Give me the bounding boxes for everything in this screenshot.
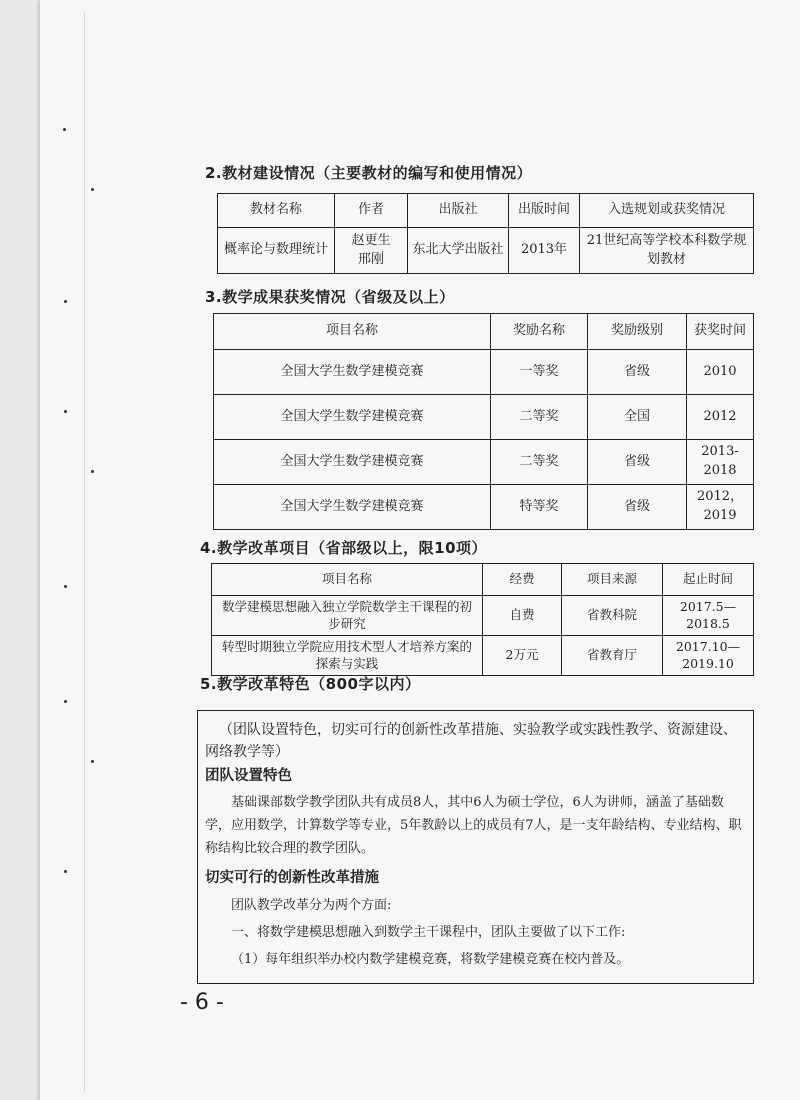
cell: 省教科院	[562, 596, 663, 636]
cell: 2012，2019	[687, 485, 754, 530]
table-row	[214, 350, 754, 395]
header-cell: 作者	[335, 194, 408, 228]
cell: 2017.10— 2019.10	[663, 636, 754, 676]
cell: 概率论与数理统计	[218, 228, 335, 274]
table-header-row	[212, 564, 754, 596]
punch-dot	[63, 128, 66, 131]
page-number: - 6 -	[180, 990, 224, 1015]
punch-dot	[64, 870, 67, 873]
measures-line: 一、将数学建模思想融入到数学主干课程中，团队主要做了以下工作:	[231, 925, 626, 940]
cell: 二等奖	[491, 440, 588, 485]
table-header-row	[218, 194, 754, 228]
header-cell: 教材名称	[218, 194, 335, 228]
cell: 全国大学生数学建模竞赛	[214, 350, 491, 395]
awards-table	[213, 313, 754, 530]
textbook-table	[217, 193, 754, 274]
header-cell: 出版社	[408, 194, 509, 228]
punch-dot	[91, 760, 94, 763]
cell: 省级	[588, 350, 687, 395]
cell: 转型时期独立学院应用技术型人才培养方案的探索与实践	[212, 636, 483, 676]
cell: 全国大学生数学建模竞赛	[214, 440, 491, 485]
cell: 二等奖	[491, 395, 588, 440]
cell: 2017.5— 2018.5	[663, 596, 754, 636]
cell: 2013-2018	[687, 440, 754, 485]
reform-projects-table	[211, 563, 754, 676]
punch-dot	[91, 188, 94, 191]
subheading-measures: 切实可行的创新性改革措施	[205, 870, 379, 886]
section5-heading: 5.教学改革特色（800字以内）	[200, 675, 421, 693]
subheading-team: 团队设置特色	[205, 768, 292, 784]
measures-line: 团队教学改革分为两个方面:	[231, 898, 392, 913]
header-cell: 起止时间	[663, 564, 754, 596]
section3-heading: 3.教学成果获奖情况（省级及以上）	[205, 288, 455, 306]
punch-dot	[64, 700, 67, 703]
header-cell: 经费	[483, 564, 562, 596]
cell: 全国大学生数学建模竞赛	[214, 485, 491, 530]
cell: 赵更生 邢刚	[335, 228, 408, 274]
cell: 自费	[483, 596, 562, 636]
header-cell: 项目名称	[214, 314, 491, 350]
intro-text: （团队设置特色，切实可行的创新性改革措施、实验教学或实践性教学、资源建设、网络教学等）	[205, 722, 737, 760]
header-cell: 奖励级别	[588, 314, 687, 350]
measures-line: （1）每年组织举办校内数学建模竞赛，将数学建模竞赛在校内普及。	[231, 952, 630, 967]
table-row	[212, 636, 754, 676]
cell: 21世纪高等学校本科数学规划教材	[580, 228, 754, 274]
cell: 特等奖	[491, 485, 588, 530]
punch-dot	[64, 585, 67, 588]
cell: 数学建模思想融入独立学院数学主干课程的初步研究	[212, 596, 483, 636]
team-paragraph: 基础课部数学教学团队共有成员8人，其中6人为硕士学位，6人为讲师，涵盖了基础数学，应用数学，计算数学等专业，5年教龄以上的成员有7人，是一支年龄结构、专业结构、职称结构比较合理的教学团队。	[205, 795, 742, 856]
header-cell: 出版时间	[509, 194, 580, 228]
cell: 2010	[687, 350, 754, 395]
table-row	[214, 395, 754, 440]
cell: 省级	[588, 485, 687, 530]
punch-dot	[64, 300, 67, 303]
section2-heading: 2.教材建设情况（主要教材的编写和使用情况）	[205, 164, 533, 182]
cell: 东北大学出版社	[408, 228, 509, 274]
header-cell: 入选规划或获奖情况	[580, 194, 754, 228]
cell: 2万元	[483, 636, 562, 676]
header-cell: 项目来源	[562, 564, 663, 596]
table-header-row	[214, 314, 754, 350]
cell: 省级	[588, 440, 687, 485]
header-cell: 项目名称	[212, 564, 483, 596]
table-row	[214, 485, 754, 530]
section4-heading: 4.教学改革项目（省部级以上，限10项）	[200, 539, 488, 557]
table-row	[212, 596, 754, 636]
header-cell: 获奖时间	[687, 314, 754, 350]
cell: 全国大学生数学建模竞赛	[214, 395, 491, 440]
page-edge-line	[84, 12, 85, 1092]
cell: 省教育厅	[562, 636, 663, 676]
punch-dot	[91, 470, 94, 473]
cell: 2013年	[509, 228, 580, 274]
table-row	[218, 228, 754, 274]
cell: 一等奖	[491, 350, 588, 395]
header-cell: 奖励名称	[491, 314, 588, 350]
reform-features-box	[197, 710, 754, 984]
cell: 全国	[588, 395, 687, 440]
table-row	[214, 440, 754, 485]
punch-dot	[64, 410, 67, 413]
cell: 2012	[687, 395, 754, 440]
